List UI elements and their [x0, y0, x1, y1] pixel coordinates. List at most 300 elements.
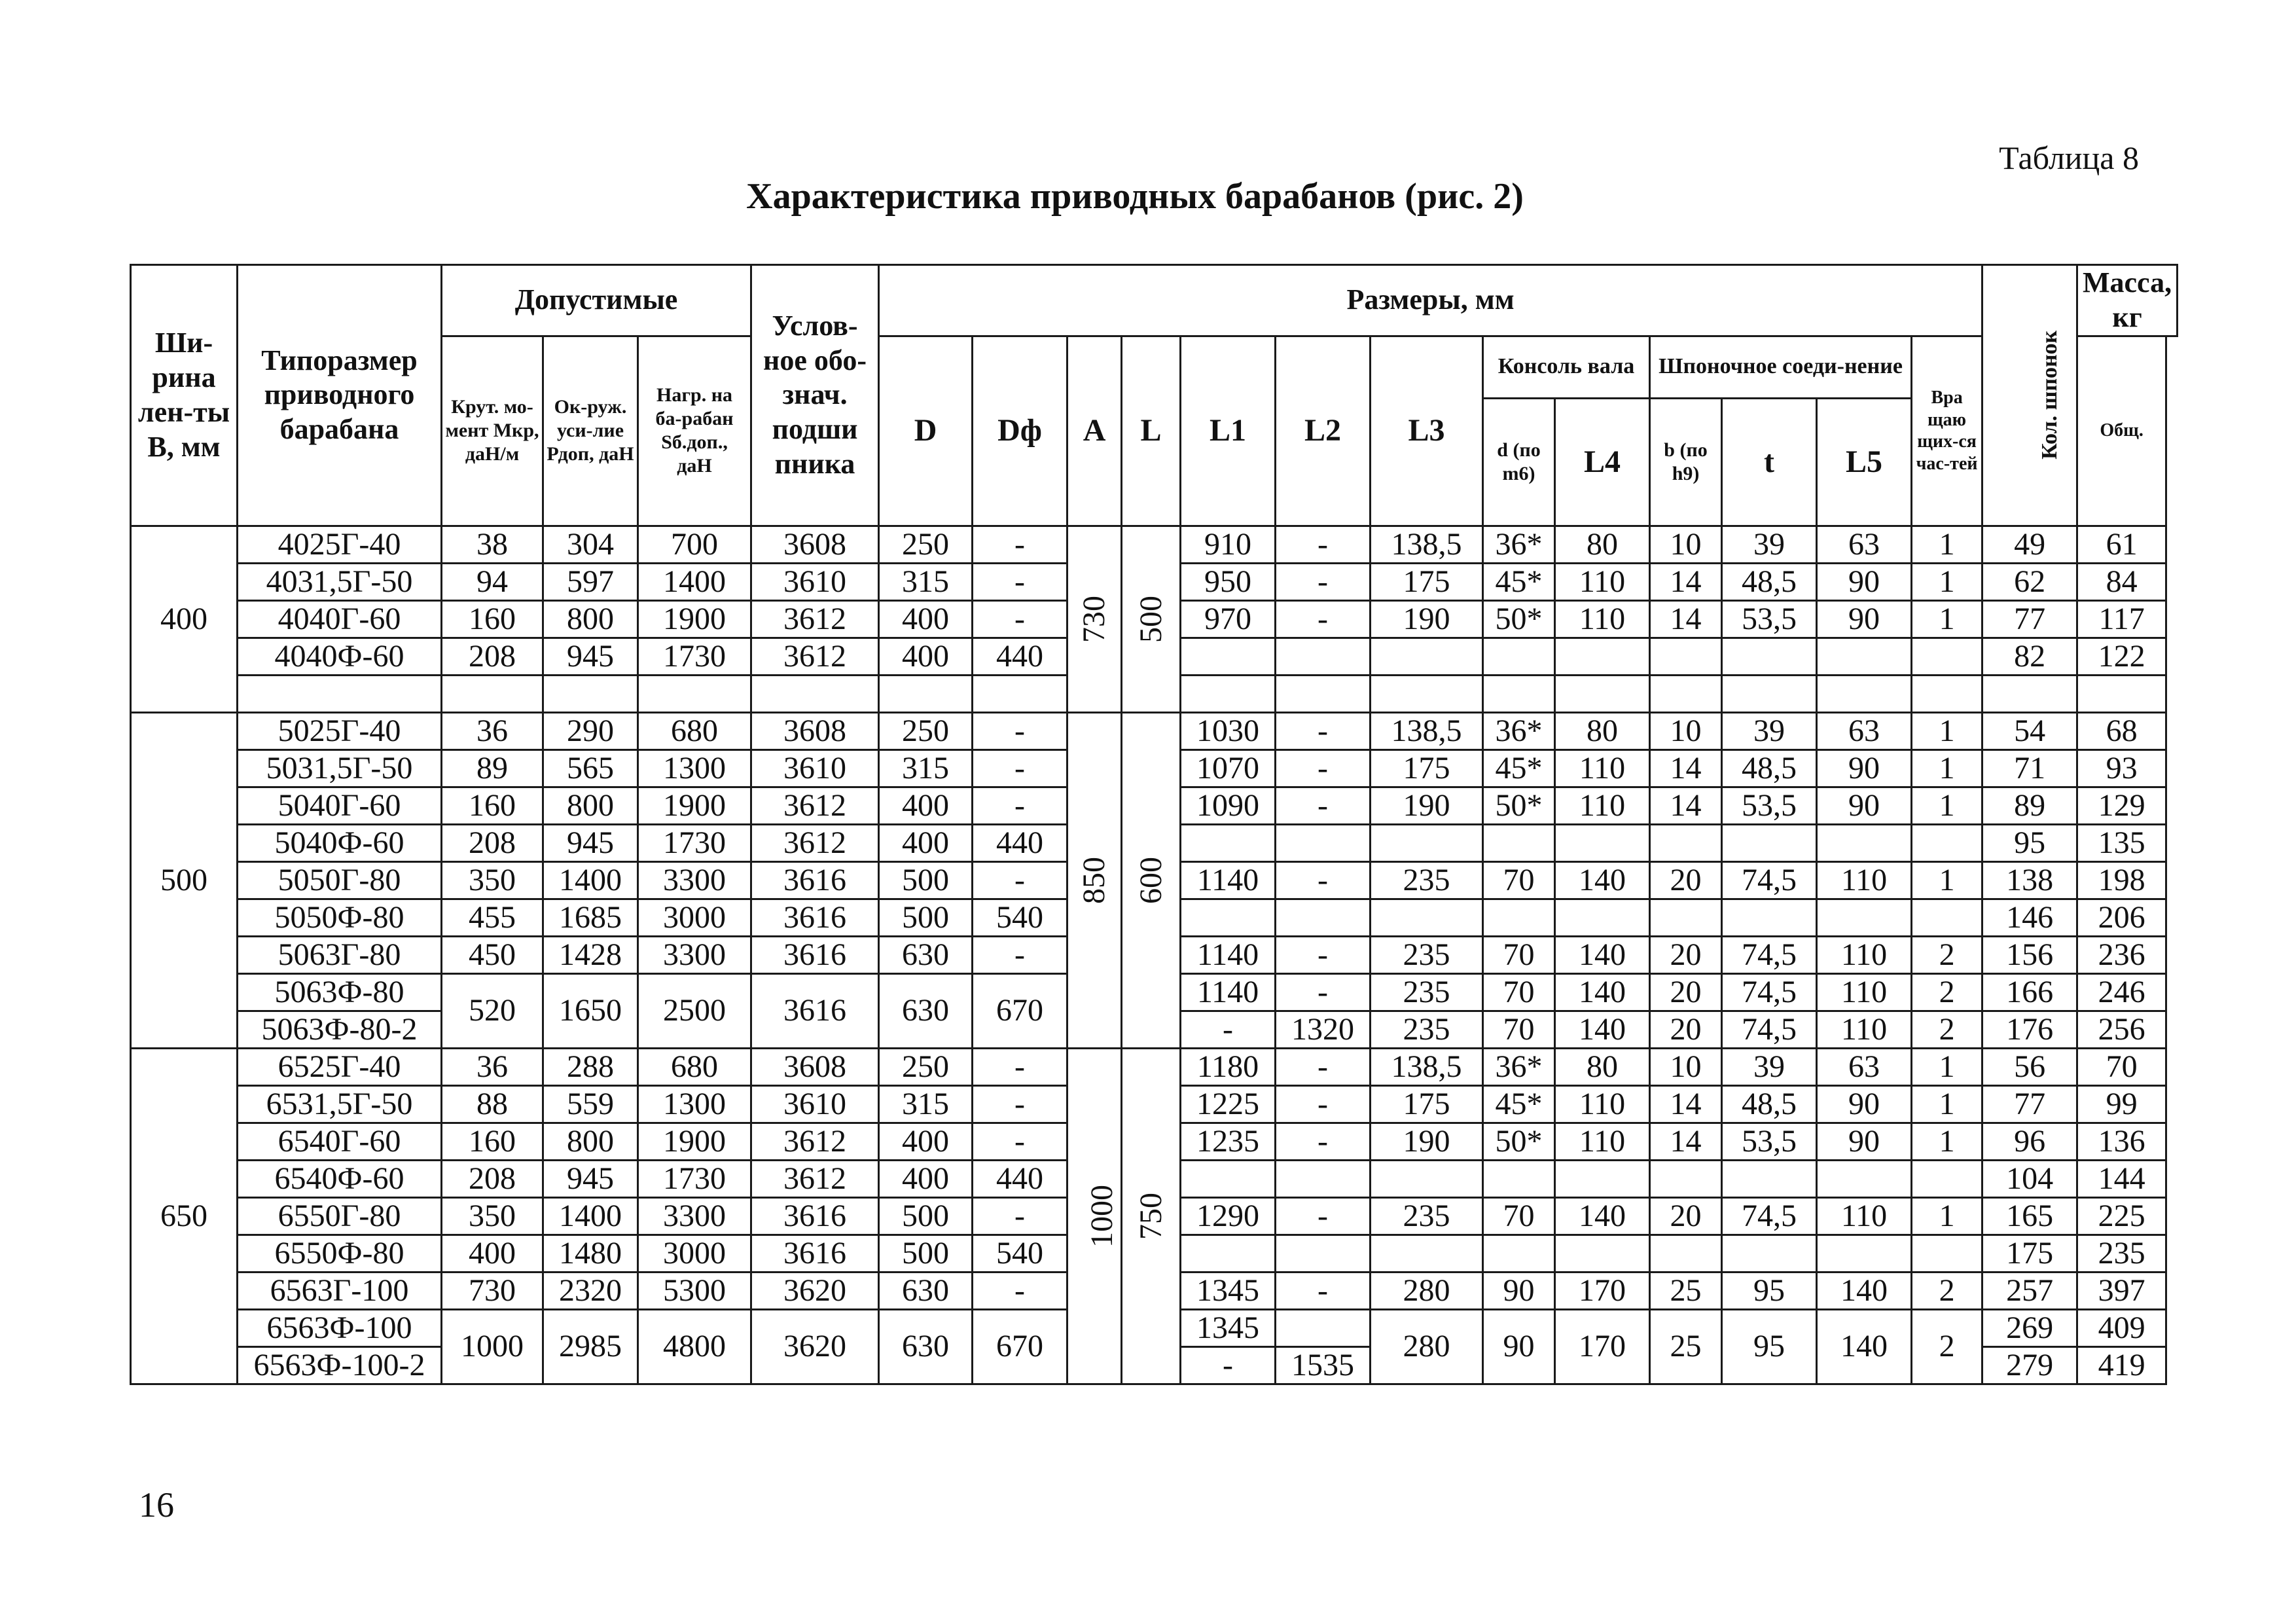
b-cell: 25 [1650, 1309, 1722, 1384]
L4-cell: 170 [1555, 1272, 1650, 1309]
b-cell: 25 [1650, 1272, 1722, 1309]
table-row [131, 712, 2178, 749]
header-t: t [1722, 398, 1817, 526]
L4-cell [1555, 824, 1650, 861]
b-cell [1650, 638, 1722, 675]
d-cell: 50* [1483, 787, 1555, 824]
D-cell: 630 [879, 973, 973, 1048]
mass-total-cell: 256 [2077, 1011, 2166, 1048]
t-cell: 39 [1722, 712, 1817, 749]
circ-force-cell: 290 [543, 712, 638, 749]
L2-cell: - [1276, 526, 1371, 563]
drum-load-cell: 3300 [638, 861, 751, 899]
L1-cell: 1090 [1181, 787, 1276, 824]
bearing-cell: 3616 [751, 899, 879, 936]
D-cell: 315 [879, 749, 973, 787]
D-cell: 500 [879, 1235, 973, 1272]
L-value: 500 [1133, 595, 1168, 643]
mass-total-cell: 84 [2077, 563, 2166, 600]
L3-cell: 175 [1371, 563, 1483, 600]
bearing-cell: 3612 [751, 638, 879, 675]
L1-cell: 1180 [1181, 1048, 1276, 1085]
circ-force-cell: 1428 [543, 936, 638, 973]
mass-rotating-cell: 62 [1982, 563, 2077, 600]
b-cell: 14 [1650, 1123, 1722, 1160]
drum-load-cell: 700 [638, 526, 751, 563]
circ-force-cell: 1400 [543, 1197, 638, 1235]
L3-cell [1371, 1235, 1483, 1272]
key-count-cell [1912, 675, 1982, 712]
drum-type-cell: 6525Г-40 [238, 1048, 442, 1085]
bearing-cell: 3612 [751, 1123, 879, 1160]
L3-cell [1371, 638, 1483, 675]
D-cell: 500 [879, 1197, 973, 1235]
A-cell [1067, 712, 1122, 1048]
L5-cell: 63 [1817, 1048, 1912, 1085]
mass-rotating-cell: 54 [1982, 712, 2077, 749]
circ-force-cell: 800 [543, 787, 638, 824]
header-L: L [1122, 336, 1181, 526]
D-cell: 250 [879, 712, 973, 749]
drum-load-cell: 3000 [638, 1235, 751, 1272]
L1-cell [1181, 638, 1276, 675]
mass-rotating-cell: 156 [1982, 936, 2077, 973]
drum-load-cell: 3000 [638, 899, 751, 936]
key-count-cell [1912, 638, 1982, 675]
drum-load-cell: 1730 [638, 1160, 751, 1197]
D-cell: 630 [879, 1272, 973, 1309]
d-cell [1483, 675, 1555, 712]
L2-cell [1276, 1235, 1371, 1272]
d-cell: 45* [1483, 563, 1555, 600]
circ-force-cell: 559 [543, 1085, 638, 1123]
header-shaft-console: Консоль вала [1483, 336, 1650, 398]
header-b: b (по h9) [1650, 398, 1722, 526]
L3-cell: 235 [1371, 1197, 1483, 1235]
bearing-cell: 3610 [751, 749, 879, 787]
bearing-cell: 3616 [751, 1235, 879, 1272]
Df-cell: 440 [973, 1160, 1067, 1197]
table-row [131, 526, 2178, 563]
drum-load-cell: 1400 [638, 563, 751, 600]
Df-cell: - [973, 526, 1067, 563]
torque-cell: 160 [442, 1123, 543, 1160]
d-cell: 45* [1483, 1085, 1555, 1123]
circ-force-cell: 800 [543, 1123, 638, 1160]
mass-total-cell: 99 [2077, 1085, 2166, 1123]
b-cell: 10 [1650, 1048, 1722, 1085]
header-L1: L1 [1181, 336, 1276, 526]
L5-cell: 90 [1817, 749, 1912, 787]
d-cell: 36* [1483, 712, 1555, 749]
b-cell [1650, 824, 1722, 861]
mass-total-cell: 122 [2077, 638, 2166, 675]
mass-total-cell: 117 [2077, 600, 2166, 638]
Df-cell: - [973, 1085, 1067, 1123]
mass-rotating-cell [1982, 675, 2077, 712]
d-cell: 70 [1483, 861, 1555, 899]
key-count-cell [1912, 1160, 1982, 1197]
L5-cell: 90 [1817, 787, 1912, 824]
L5-cell [1817, 1235, 1912, 1272]
L2-cell: 1320 [1276, 1011, 1371, 1048]
bearing-cell: 3616 [751, 936, 879, 973]
L2-cell [1276, 899, 1371, 936]
L3-cell [1371, 824, 1483, 861]
D-cell: 400 [879, 1123, 973, 1160]
L5-cell: 110 [1817, 1011, 1912, 1048]
Df-cell: - [973, 600, 1067, 638]
L4-cell [1555, 899, 1650, 936]
drum-load-cell: 2500 [638, 973, 751, 1048]
bearing-cell: 3620 [751, 1272, 879, 1309]
L2-cell: - [1276, 749, 1371, 787]
L5-cell [1817, 1160, 1912, 1197]
L3-cell: 235 [1371, 936, 1483, 973]
d-cell: 70 [1483, 973, 1555, 1011]
torque-cell: 208 [442, 824, 543, 861]
D-cell: 500 [879, 899, 973, 936]
L1-cell [1181, 899, 1276, 936]
L5-cell: 140 [1817, 1309, 1912, 1384]
t-cell: 48,5 [1722, 749, 1817, 787]
d-cell: 70 [1483, 936, 1555, 973]
key-count-cell: 1 [1912, 712, 1982, 749]
key-count-cell: 1 [1912, 563, 1982, 600]
header-Df: Dф [973, 336, 1067, 526]
drum-load-cell: 1300 [638, 1085, 751, 1123]
header-belt-width: Ши-рина лен-ты В, мм [131, 265, 238, 526]
key-count-cell [1912, 899, 1982, 936]
Df-cell: - [973, 563, 1067, 600]
header-key-count-label: Кол. шпонок [2037, 331, 2062, 460]
belt-width-cell: 400 [131, 526, 238, 712]
table-title: Характеристика приводных барабанов (рис. 2) [746, 176, 1524, 217]
drum-type-cell: 5031,5Г-50 [238, 749, 442, 787]
key-count-cell: 1 [1912, 1048, 1982, 1085]
L1-cell: 1030 [1181, 712, 1276, 749]
belt-width-cell: 650 [131, 1048, 238, 1384]
t-cell [1722, 824, 1817, 861]
t-cell [1722, 675, 1817, 712]
header-bearing: Услов-ное обо-знач. подши пника [751, 265, 879, 526]
L1-cell: 970 [1181, 600, 1276, 638]
torque-cell: 38 [442, 526, 543, 563]
b-cell [1650, 1160, 1722, 1197]
mass-rotating-cell: 104 [1982, 1160, 2077, 1197]
L-cell [1122, 526, 1181, 712]
b-cell: 10 [1650, 712, 1722, 749]
mass-total-cell: 144 [2077, 1160, 2166, 1197]
t-cell: 39 [1722, 1048, 1817, 1085]
drum-type-cell: 5063Ф-80-2 [238, 1011, 442, 1048]
d-cell: 70 [1483, 1011, 1555, 1048]
Df-cell: 540 [973, 899, 1067, 936]
drum-type-cell: 6540Г-60 [238, 1123, 442, 1160]
drum-type-cell: 6563Ф-100-2 [238, 1346, 442, 1384]
drum-load-cell: 5300 [638, 1272, 751, 1309]
torque-cell: 88 [442, 1085, 543, 1123]
mass-total-cell: 419 [2077, 1346, 2166, 1384]
t-cell: 95 [1722, 1309, 1817, 1384]
header-dimensions: Размеры, мм [879, 265, 1982, 336]
bearing-cell: 3612 [751, 1160, 879, 1197]
page-number: 16 [139, 1485, 174, 1525]
circ-force-cell: 1400 [543, 861, 638, 899]
b-cell: 14 [1650, 600, 1722, 638]
drum-type-cell: 4040Ф-60 [238, 638, 442, 675]
t-cell: 74,5 [1722, 973, 1817, 1011]
key-count-cell: 1 [1912, 526, 1982, 563]
mass-rotating-cell: 269 [1982, 1309, 2077, 1346]
bearing-cell: 3610 [751, 1085, 879, 1123]
L4-cell: 140 [1555, 1011, 1650, 1048]
header-mass: Масса, кг [2077, 265, 2178, 336]
L4-cell: 140 [1555, 936, 1650, 973]
bearing-cell: 3612 [751, 787, 879, 824]
mass-total-cell: 68 [2077, 712, 2166, 749]
L5-cell [1817, 899, 1912, 936]
D-cell: 630 [879, 936, 973, 973]
L3-cell: 190 [1371, 1123, 1483, 1160]
key-count-cell: 1 [1912, 787, 1982, 824]
header-A: A [1067, 336, 1122, 526]
mass-rotating-cell: 166 [1982, 973, 2077, 1011]
circ-force-cell: 2985 [543, 1309, 638, 1384]
bearing-cell: 3610 [751, 563, 879, 600]
L5-cell [1817, 824, 1912, 861]
torque-cell: 160 [442, 787, 543, 824]
L3-cell [1371, 899, 1483, 936]
d-cell: 36* [1483, 1048, 1555, 1085]
Df-cell: - [973, 749, 1067, 787]
L3-cell: 175 [1371, 749, 1483, 787]
mass-total-cell: 70 [2077, 1048, 2166, 1085]
mass-rotating-cell: 146 [1982, 899, 2077, 936]
drum-type-cell: 5063Ф-80 [238, 973, 442, 1011]
L2-cell [1276, 1309, 1371, 1346]
drum-load-cell: 1300 [638, 749, 751, 787]
b-cell [1650, 675, 1722, 712]
drum-load-cell: 1900 [638, 787, 751, 824]
b-cell: 20 [1650, 1197, 1722, 1235]
d-cell: 45* [1483, 749, 1555, 787]
table-header [131, 265, 2178, 526]
table-number-label: Таблица 8 [1999, 139, 2139, 176]
d-cell: 90 [1483, 1272, 1555, 1309]
L2-cell: - [1276, 1048, 1371, 1085]
L4-cell: 80 [1555, 712, 1650, 749]
L4-cell [1555, 1160, 1650, 1197]
L1-cell: 1345 [1181, 1309, 1276, 1346]
t-cell [1722, 899, 1817, 936]
d-cell [1483, 1160, 1555, 1197]
A-value: 730 [1077, 595, 1112, 643]
key-count-cell: 2 [1912, 973, 1982, 1011]
L2-cell: - [1276, 563, 1371, 600]
L5-cell: 110 [1817, 973, 1912, 1011]
d-cell: 70 [1483, 1197, 1555, 1235]
d-cell: 36* [1483, 526, 1555, 563]
L2-cell: - [1276, 1197, 1371, 1235]
A-value: 1000 [1085, 1184, 1120, 1248]
key-count-cell: 1 [1912, 1085, 1982, 1123]
torque-cell: 208 [442, 638, 543, 675]
Df-cell: - [973, 1048, 1067, 1085]
drum-load-cell: 680 [638, 1048, 751, 1085]
L-cell [1122, 712, 1181, 1048]
L1-cell: 950 [1181, 563, 1276, 600]
mass-total-cell: 93 [2077, 749, 2166, 787]
torque-cell: 208 [442, 1160, 543, 1197]
t-cell: 74,5 [1722, 936, 1817, 973]
drive-drum-table [130, 264, 2178, 1385]
L3-cell: 190 [1371, 600, 1483, 638]
torque-cell: 89 [442, 749, 543, 787]
L4-cell: 110 [1555, 600, 1650, 638]
L2-cell [1276, 638, 1371, 675]
torque-cell: 36 [442, 712, 543, 749]
mass-rotating-cell: 77 [1982, 1085, 2077, 1123]
mass-rotating-cell: 257 [1982, 1272, 2077, 1309]
L1-cell: 1225 [1181, 1085, 1276, 1123]
header-L2: L2 [1276, 336, 1371, 526]
torque-cell: 350 [442, 1197, 543, 1235]
A-cell [1067, 1048, 1122, 1384]
L3-cell: 235 [1371, 973, 1483, 1011]
L3-cell [1371, 675, 1483, 712]
mass-rotating-cell: 71 [1982, 749, 2077, 787]
L4-cell [1555, 638, 1650, 675]
t-cell: 53,5 [1722, 1123, 1817, 1160]
b-cell: 20 [1650, 1011, 1722, 1048]
Df-cell: 440 [973, 824, 1067, 861]
t-cell: 74,5 [1722, 861, 1817, 899]
L3-cell: 138,5 [1371, 526, 1483, 563]
drum-type-cell: 5040Ф-60 [238, 824, 442, 861]
L1-cell: - [1181, 1346, 1276, 1384]
D-cell: 250 [879, 526, 973, 563]
key-count-cell: 2 [1912, 1272, 1982, 1309]
mass-total-cell: 235 [2077, 1235, 2166, 1272]
mass-total-cell: 397 [2077, 1272, 2166, 1309]
torque-cell: 730 [442, 1272, 543, 1309]
drum-load-cell: 3300 [638, 936, 751, 973]
D-cell: 400 [879, 787, 973, 824]
d-cell [1483, 638, 1555, 675]
mass-rotating-cell: 56 [1982, 1048, 2077, 1085]
L4-cell: 110 [1555, 1123, 1650, 1160]
L4-cell: 110 [1555, 1085, 1650, 1123]
L2-cell: - [1276, 712, 1371, 749]
key-count-cell: 1 [1912, 1123, 1982, 1160]
mass-rotating-cell: 95 [1982, 824, 2077, 861]
L5-cell: 90 [1817, 1085, 1912, 1123]
L5-cell [1817, 638, 1912, 675]
drum-type-cell: 5040Г-60 [238, 787, 442, 824]
D-cell: 400 [879, 638, 973, 675]
drum-type-cell: 6531,5Г-50 [238, 1085, 442, 1123]
table-body [131, 526, 2178, 1384]
bearing-cell: 3620 [751, 1309, 879, 1384]
t-cell: 74,5 [1722, 1011, 1817, 1048]
b-cell: 14 [1650, 1085, 1722, 1123]
D-cell: 400 [879, 600, 973, 638]
mass-rotating-cell: 89 [1982, 787, 2077, 824]
L2-cell: - [1276, 861, 1371, 899]
torque-cell: 350 [442, 861, 543, 899]
L2-cell: - [1276, 1123, 1371, 1160]
mass-rotating-cell: 165 [1982, 1197, 2077, 1235]
mass-total-cell [2077, 675, 2166, 712]
circ-force-cell: 945 [543, 638, 638, 675]
L5-cell: 90 [1817, 1123, 1912, 1160]
L4-cell: 140 [1555, 973, 1650, 1011]
bearing-cell: 3616 [751, 861, 879, 899]
b-cell: 14 [1650, 749, 1722, 787]
L5-cell: 110 [1817, 861, 1912, 899]
mass-total-cell: 225 [2077, 1197, 2166, 1235]
circ-force-cell: 945 [543, 1160, 638, 1197]
L-value: 600 [1133, 856, 1168, 904]
t-cell [1722, 638, 1817, 675]
bearing-cell: 3612 [751, 600, 879, 638]
L4-cell: 110 [1555, 563, 1650, 600]
drum-type-cell: 6550Г-80 [238, 1197, 442, 1235]
mass-total-cell: 61 [2077, 526, 2166, 563]
L1-cell: 1345 [1181, 1272, 1276, 1309]
header-mass-rotating: Вра щаю щих-ся час-тей [1912, 336, 1982, 526]
Df-cell [973, 675, 1067, 712]
header-key-joint: Шпоночное соеди-нение [1650, 336, 1912, 398]
L4-cell: 80 [1555, 1048, 1650, 1085]
bearing-cell: 3616 [751, 1197, 879, 1235]
circ-force-cell: 597 [543, 563, 638, 600]
t-cell: 53,5 [1722, 600, 1817, 638]
mass-rotating-cell: 176 [1982, 1011, 2077, 1048]
header-d: d (по m6) [1483, 398, 1555, 526]
L2-cell [1276, 675, 1371, 712]
L3-cell: 190 [1371, 787, 1483, 824]
key-count-cell: 2 [1912, 936, 1982, 973]
circ-force-cell: 1480 [543, 1235, 638, 1272]
drum-load-cell: 3300 [638, 1197, 751, 1235]
header-permissible: Допустимые [442, 265, 751, 336]
torque-cell: 160 [442, 600, 543, 638]
D-cell: 500 [879, 861, 973, 899]
L5-cell: 110 [1817, 936, 1912, 973]
b-cell: 14 [1650, 787, 1722, 824]
L1-cell: 1140 [1181, 861, 1276, 899]
t-cell: 95 [1722, 1272, 1817, 1309]
circ-force-cell: 800 [543, 600, 638, 638]
L3-cell: 235 [1371, 861, 1483, 899]
bearing-cell: 3608 [751, 712, 879, 749]
torque-cell [442, 675, 543, 712]
header-circ-force: Ок-руж. уси-лие Рдоп, даН [543, 336, 638, 526]
drum-load-cell: 1730 [638, 638, 751, 675]
L3-cell: 235 [1371, 1011, 1483, 1048]
L2-cell: - [1276, 936, 1371, 973]
Df-cell: - [973, 787, 1067, 824]
mass-total-cell: 136 [2077, 1123, 2166, 1160]
mass-total-cell: 246 [2077, 973, 2166, 1011]
drum-load-cell: 4800 [638, 1309, 751, 1384]
L-value: 750 [1133, 1192, 1168, 1240]
A-value: 850 [1077, 856, 1112, 904]
L3-cell [1371, 1160, 1483, 1197]
circ-force-cell: 2320 [543, 1272, 638, 1309]
